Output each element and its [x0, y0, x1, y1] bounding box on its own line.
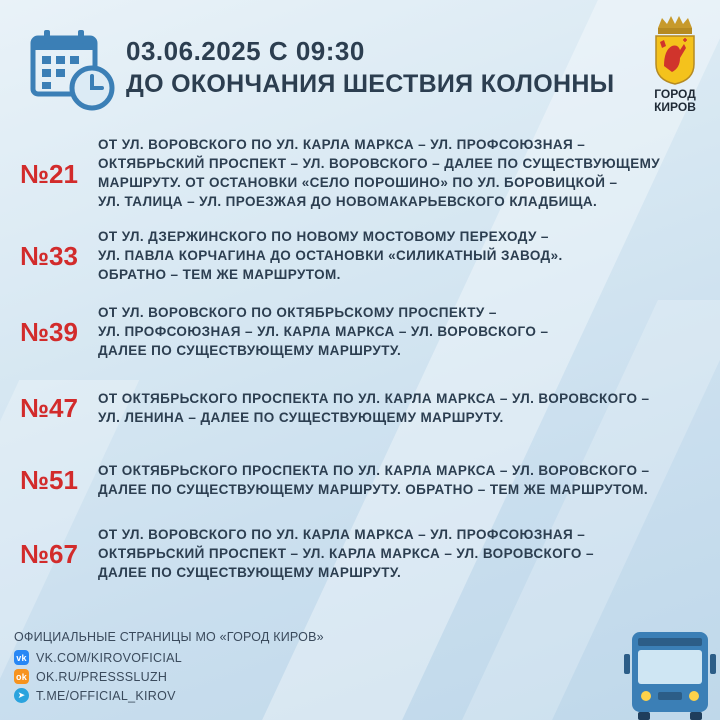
emblem-label-line1: ГОРОД	[654, 87, 696, 101]
route-line: УЛ. ПАВЛА КОРЧАГИНА ДО ОСТАНОВКИ «СИЛИКАТНЫЙ ЗАВОД».	[98, 248, 563, 263]
bus-icon	[620, 628, 720, 720]
route-51	[20, 461, 700, 501]
social-link-text: T.ME/OFFICIAL_KIROV	[36, 688, 176, 703]
route-description	[98, 135, 698, 211]
route-number: №21	[20, 159, 78, 189]
emblem-label-line2: КИРОВ	[654, 100, 696, 114]
header-subtitle: ДО ОКОНЧАНИЯ ШЕСТВИЯ КОЛОННЫ	[126, 70, 615, 98]
route-number: №33	[20, 241, 78, 271]
route-line: ДАЛЕЕ ПО СУЩЕСТВУЮЩЕМУ МАРШРУТУ.	[98, 565, 402, 580]
route-description	[98, 461, 698, 499]
route-line: МАРШРУТУ. ОТ ОСТАНОВКИ «СЕЛО ПОРОШИНО» ПО УЛ. БОРОВИЦКОЙ –	[98, 175, 618, 190]
route-description	[98, 303, 698, 360]
route-line: ОБРАТНО – ТЕМ ЖЕ МАРШРУТОМ.	[98, 267, 341, 282]
route-47	[20, 389, 700, 429]
route-line: УЛ. ЛЕНИНА – ДАЛЕЕ ПО СУЩЕСТВУЮЩЕМУ МАРШРУТУ.	[98, 410, 504, 425]
route-description	[98, 389, 698, 427]
route-description	[98, 525, 698, 582]
social-link-text: VK.COM/KIROVOFICIAL	[36, 650, 183, 665]
ok-icon: ok	[14, 669, 29, 684]
social-link-vk[interactable]	[14, 648, 324, 667]
emblem-label	[640, 88, 710, 114]
footer	[14, 630, 324, 705]
vk-icon: vk	[14, 650, 29, 665]
route-line: ОКТЯБРЬСКИЙ ПРОСПЕКТ – УЛ. ВОРОВСКОГО – ДАЛЕЕ ПО СУЩЕСТВУЮЩЕМУ	[98, 156, 661, 171]
header	[30, 28, 630, 118]
route-number: №39	[20, 317, 78, 347]
kirov-coat-of-arms-icon	[650, 14, 700, 86]
route-39	[20, 303, 700, 363]
route-line: ОТ ОКТЯБРЬСКОГО ПРОСПЕКТА ПО УЛ. КАРЛА МАРКСА – УЛ. ВОРОВСКОГО –	[98, 391, 650, 406]
route-line: УЛ. ТАЛИЦА – УЛ. ПРОЕЗЖАЯ ДО НОВОМАКАРЬЕВСКОГО КЛАДБИЩА.	[98, 194, 598, 209]
route-line: ДАЛЕЕ ПО СУЩЕСТВУЮЩЕМУ МАРШРУТУ. ОБРАТНО – ТЕМ ЖЕ МАРШРУТОМ.	[98, 482, 649, 497]
route-description	[98, 227, 698, 284]
route-67	[20, 525, 700, 585]
footer-title: ОФИЦИАЛЬНЫЕ СТРАНИЦЫ МО «ГОРОД КИРОВ»	[14, 630, 324, 644]
route-number: №47	[20, 393, 78, 423]
route-line: УЛ. ПРОФСОЮЗНАЯ – УЛ. КАРЛА МАРКСА – УЛ. ВОРОВСКОГО –	[98, 324, 549, 339]
route-21	[20, 135, 700, 215]
route-line: ОТ УЛ. ДЗЕРЖИНСКОГО ПО НОВОМУ МОСТОВОМУ ПЕРЕХОДУ –	[98, 229, 549, 244]
route-number: №67	[20, 539, 78, 569]
route-line: ДАЛЕЕ ПО СУЩЕСТВУЮЩЕМУ МАРШРУТУ.	[98, 343, 402, 358]
social-link-ok[interactable]	[14, 667, 324, 686]
header-date: 03.06.2025 С 09:30	[126, 36, 365, 66]
route-line: ОТ УЛ. ВОРОВСКОГО ПО ОКТЯБРЬСКОМУ ПРОСПЕКТУ –	[98, 305, 497, 320]
social-link-telegram[interactable]	[14, 686, 324, 705]
calendar-clock-icon	[30, 28, 116, 114]
telegram-icon: ➤	[14, 688, 29, 703]
route-line: ОТ ОКТЯБРЬСКОГО ПРОСПЕКТА ПО УЛ. КАРЛА МАРКСА – УЛ. ВОРОВСКОГО –	[98, 463, 650, 478]
route-33	[20, 227, 700, 287]
social-link-text: OK.RU/PRESSSLUZH	[36, 669, 168, 684]
route-line: ОКТЯБРЬСКИЙ ПРОСПЕКТ – УЛ. КАРЛА МАРКСА – УЛ. ВОРОВСКОГО –	[98, 546, 594, 561]
route-line: ОТ УЛ. ВОРОВСКОГО ПО УЛ. КАРЛА МАРКСА – УЛ. ПРОФСОЮЗНАЯ –	[98, 527, 586, 542]
route-number: №51	[20, 465, 78, 495]
route-line: ОТ УЛ. ВОРОВСКОГО ПО УЛ. КАРЛА МАРКСА – УЛ. ПРОФСОЮЗНАЯ –	[98, 137, 586, 152]
